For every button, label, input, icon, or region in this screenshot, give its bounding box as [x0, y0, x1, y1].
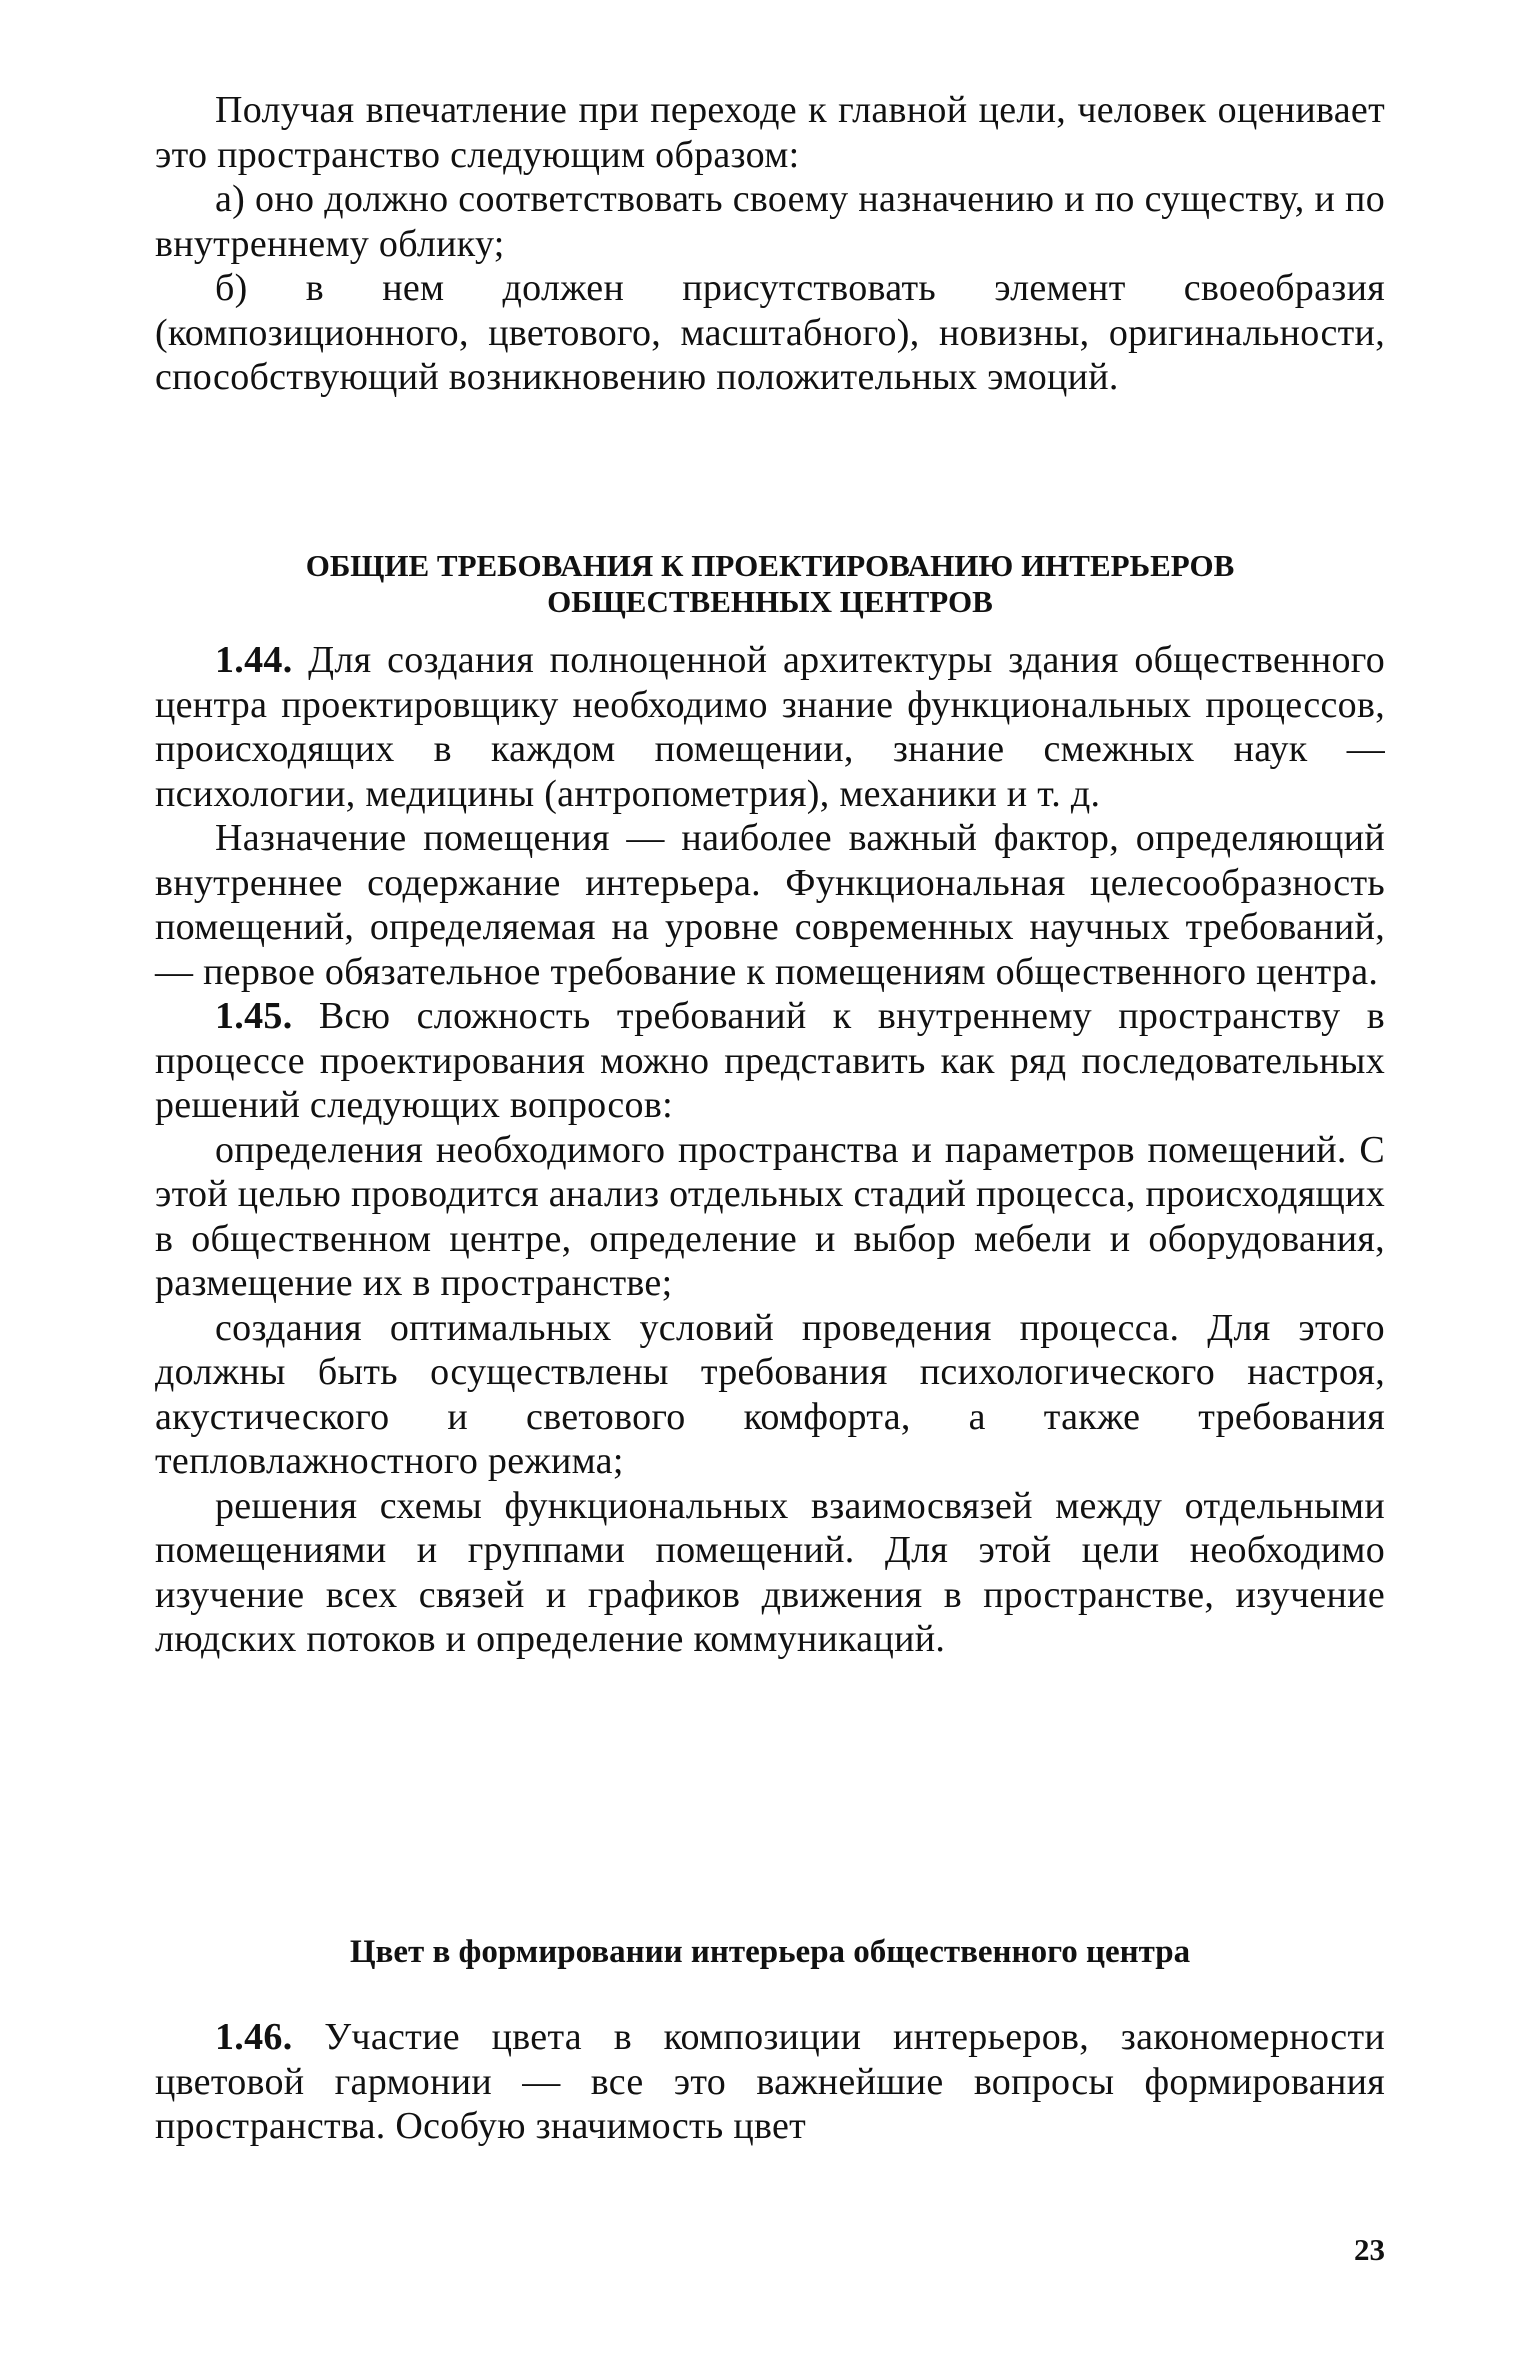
list-item-a: а) оно должно соответствовать своему назначению и по существу, и по внутреннему облику;	[155, 178, 1385, 265]
list-item-solution: решения схемы функциональных взаимосвязей между отдельными помещениями и группами помещений. Для этой цели необходимо изучение всех связей и графиков движения в пространстве, изучение людских потоков и определение коммуникаций.	[155, 1484, 1385, 1660]
paragraph-text-1-44: Для создания полноценной архитектуры здания общественного центра проектировщику необходимо знание функциональных процессов, происходящих в каждом помещении, знание смежных наук — психологии, медицины (антропометрия), механики и т. д.	[155, 639, 1385, 815]
intro-block	[155, 88, 1385, 400]
paragraph-number-1-46: 1.46.	[215, 2016, 293, 2058]
list-item-b: б) в нем должен присутствовать элемент своеобразия (композиционного, цветового, масштабного), новизны, оригинальности, способствующий возникновению положительных эмоций.	[155, 267, 1385, 398]
page-number: 23	[1354, 2232, 1385, 2267]
paragraph-text-1-46: Участие цвета в композиции интерьеров, закономерности цветовой гармонии — все это важнейшие вопросы формирования пространства. Особую значимость цвет	[155, 2016, 1385, 2147]
list-item-creation: создания оптимальных условий проведения процесса. Для этого должны быть осуществлены требования психологического настроя, акустического и светового комфорта, а также требования тепловлажностного режима;	[155, 1306, 1385, 1482]
paragraph-intro: Получая впечатление при переходе к главной цели, человек оценивает это пространство следующим образом:	[155, 89, 1385, 176]
paragraph-1-45	[155, 994, 1385, 1128]
paragraph-purpose: Назначение помещения — наиболее важный фактор, определяющий внутреннее содержание интерьера. Функциональная целесообразность помещений, определяемая на уровне современных научных требований, — первое обязательное требование к помещениям общественного центра.	[155, 817, 1385, 993]
color-block	[155, 2015, 1385, 2149]
section-heading-line-1: ОБЩИЕ ТРЕБОВАНИЯ К ПРОЕКТИРОВАНИЮ ИНТЕРЬЕРОВ	[305, 548, 1235, 583]
paragraph-1-46	[155, 2015, 1385, 2149]
section-heading-general-requirements	[155, 548, 1385, 620]
requirements-block	[155, 638, 1385, 1662]
paragraph-number-1-45: 1.45.	[215, 995, 293, 1037]
list-item-definition: определения необходимого пространства и параметров помещений. С этой целью проводится анализ отдельных стадий процесса, происходящих в общественном центре, определение и выбор мебели и оборудования, размещение их в пространстве;	[155, 1128, 1385, 1304]
paragraph-text-1-45: Всю сложность требований к внутреннему пространству в процессе проектирования можно представить как ряд последовательных решений следующих вопросов:	[155, 995, 1385, 1126]
section-heading-color: Цвет в формировании интерьера общественного центра	[349, 1934, 1191, 1970]
section-heading-line-2: ОБЩЕСТВЕННЫХ ЦЕНТРОВ	[547, 584, 993, 619]
paragraph-1-44	[155, 638, 1385, 816]
paragraph-number-1-44: 1.44.	[215, 639, 293, 681]
